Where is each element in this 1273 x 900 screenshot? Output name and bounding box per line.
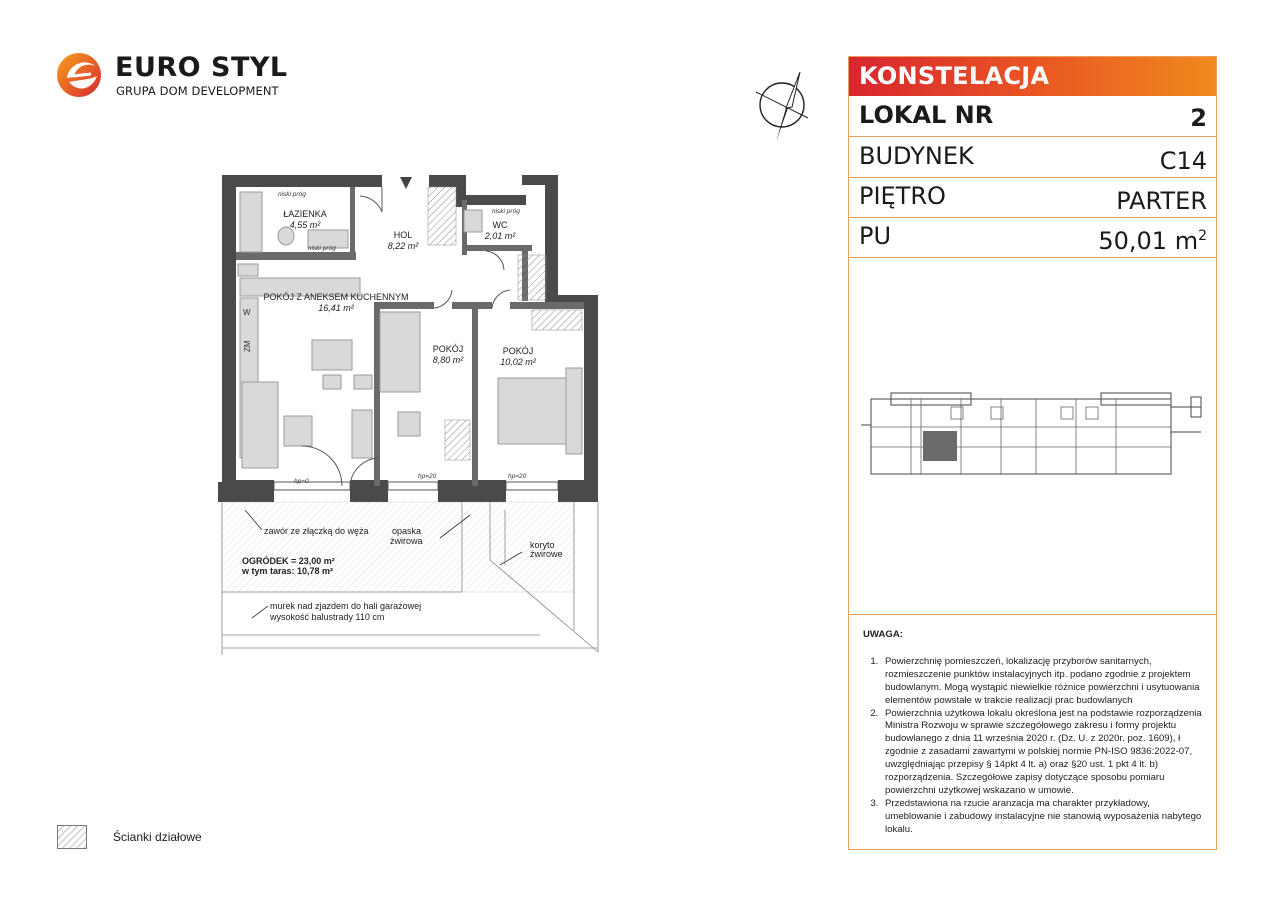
area-unit-exponent: 2 bbox=[1198, 228, 1207, 244]
info-panel bbox=[848, 56, 1217, 850]
partition-legend-swatch bbox=[57, 825, 87, 849]
garden-area-label: OGRÓDEK = 23,00 m² bbox=[242, 556, 335, 566]
room-name-wc: WC bbox=[492, 220, 508, 230]
highlighted-unit bbox=[923, 431, 957, 461]
room-area-hol: 8,22 m² bbox=[387, 241, 419, 251]
brand-subtitle: GRUPA DOM DEVELOPMENT bbox=[116, 84, 279, 98]
room-name-salon: POKÓJ Z ANEKSEM KUCHENNYM bbox=[263, 292, 409, 302]
room-name-pokoj-2: POKÓJ bbox=[502, 346, 534, 356]
entrance-arrow-icon bbox=[400, 177, 412, 189]
valve-label: zawór ze złączką do węża bbox=[264, 526, 369, 536]
room-name-hol: HOL bbox=[393, 230, 413, 240]
zm-mark: ZM bbox=[243, 340, 252, 352]
area-number: 50,01 bbox=[1098, 227, 1168, 255]
wall-note: murek nad zjazdem do hali garażowej bbox=[270, 601, 422, 611]
area-label: PU bbox=[859, 222, 892, 250]
notes-list bbox=[863, 656, 1208, 837]
investment-name: KONSTELACJA bbox=[859, 62, 1050, 90]
notes-divider bbox=[849, 614, 1216, 615]
threshold-label: niski próg bbox=[278, 191, 306, 198]
hp-label: hp=20 bbox=[418, 473, 437, 480]
unit-number-value: 2 bbox=[1190, 104, 1207, 132]
garden-area bbox=[222, 502, 598, 655]
note-item: 3. Przedstawiona na rzucie aranzacja ma charakter przykładowy, umeblowanie i zabudowy instalacyjne nie stanowią wyposażenia nabytego lokalu. bbox=[881, 798, 1208, 837]
gravel-channel-label: koryto bbox=[530, 540, 555, 550]
note-item: 2. Powierzchnia użytkowa lokalu określona jest na podstawie rozporządzenia Ministra Rozwoju w sprawie szczegółowego zakresu i formy projektu budowlanego z dnia 11 września 2020 r. (Dz. U. z 2020r. poz. 1609), ł zgodnie z zasadami zawartymi w polskiej normie PN-ISO 9836:2022-07, uwzględniając przepisy § 14pkt 4 lt. a) oraz §20 ust. 1 pkt 4 lt. b) rozporządzenia. Szczegółowe zapisy dotyczące sposobu pomiaru powierzchni użytkowej wskazano w umowie. bbox=[881, 708, 1208, 798]
gravel-strip-label: żwirowa bbox=[390, 536, 423, 546]
building-row bbox=[849, 137, 1216, 178]
room-area-lazienka: 4,55 m² bbox=[289, 220, 321, 230]
brand-name: EURO STYL bbox=[115, 52, 288, 83]
room-area-pokoj-2: 10,02 m² bbox=[500, 357, 536, 367]
floor-row bbox=[849, 177, 1216, 218]
room-name-pokoj-1: POKÓJ bbox=[432, 344, 464, 354]
threshold-label: niski próg bbox=[492, 208, 520, 215]
building-label: BUDYNEK bbox=[859, 142, 974, 170]
investment-header bbox=[849, 57, 1216, 96]
floor-value: PARTER bbox=[1116, 187, 1207, 215]
room-area-wc: 2,01 m² bbox=[484, 231, 516, 241]
building-key-plan bbox=[861, 387, 1206, 487]
hp-label: hp=20 bbox=[508, 473, 527, 480]
area-row bbox=[849, 217, 1216, 258]
area-value bbox=[1098, 227, 1207, 255]
legend-label: Ścianki działowe bbox=[113, 830, 202, 844]
floor-label: PIĘTRO bbox=[859, 182, 946, 210]
notes-title: UWAGA: bbox=[863, 629, 903, 640]
wall-note: wysokość balustrady 110 cm bbox=[270, 612, 385, 622]
threshold-label: niski próg bbox=[308, 245, 336, 252]
gravel-strip-label: opaska bbox=[392, 526, 422, 536]
unit-number-row bbox=[849, 96, 1216, 137]
north-arrow-icon bbox=[752, 70, 822, 148]
unit-number-label: LOKAL NR bbox=[859, 101, 994, 129]
hp-label: hp=0 bbox=[294, 478, 309, 485]
terrace-area-label: w tym taras: 10,78 m² bbox=[242, 566, 334, 576]
building-value: C14 bbox=[1159, 147, 1207, 175]
floor-plan bbox=[200, 170, 610, 660]
room-name-lazienka: ŁAZIENKA bbox=[283, 209, 327, 219]
brand-logo bbox=[55, 50, 295, 102]
euro-styl-logo-icon bbox=[55, 50, 105, 100]
windows bbox=[274, 446, 558, 490]
area-unit: m bbox=[1174, 227, 1199, 255]
gravel-channel-label: żwirowe bbox=[530, 549, 563, 559]
room-area-salon: 16,41 m² bbox=[318, 303, 354, 313]
w-mark: W bbox=[243, 308, 251, 317]
notes-section bbox=[863, 629, 1208, 837]
note-item: 1. Powierzchnię pomieszczeń, lokalizację przyborów sanitarnych, rozmieszczenie punktów instalacyjnych itp. podano zgodnie z projektem budowlanym. Mogą wystąpić niewielkie różnice powierzchni i usytuowania elementów powstałe w trakcie realizacji prac budowlanych bbox=[881, 656, 1208, 708]
room-area-pokoj-1: 8,80 m² bbox=[432, 355, 464, 365]
